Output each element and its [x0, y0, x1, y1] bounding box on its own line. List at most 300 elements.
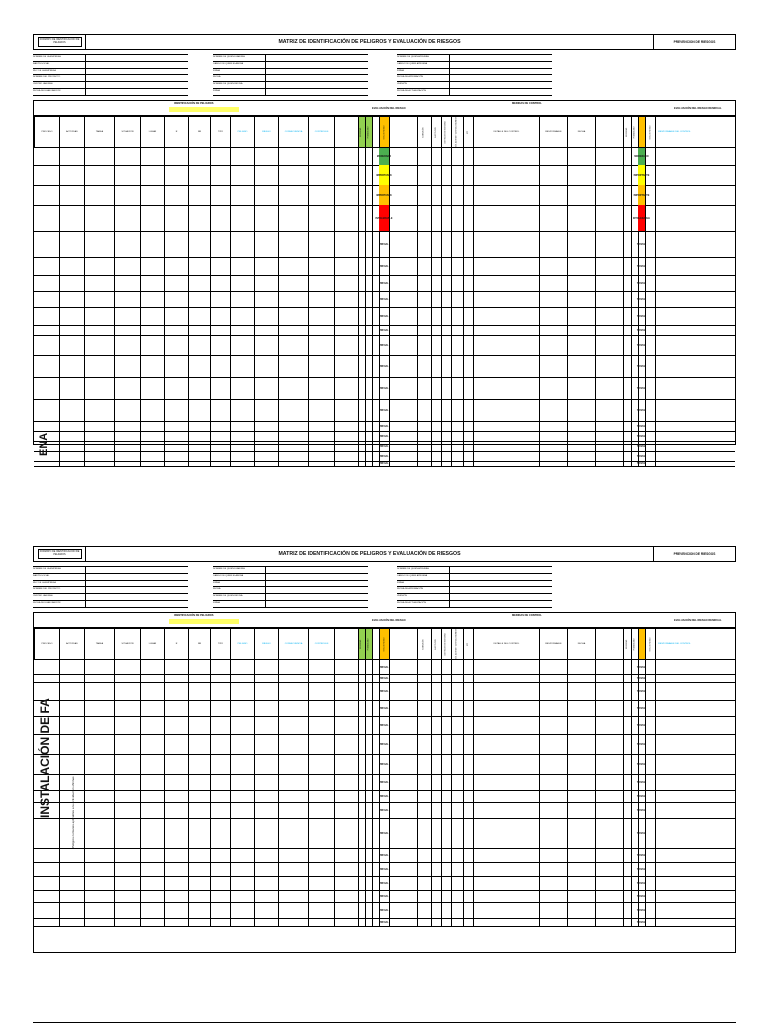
cell-divider [417, 461, 418, 466]
cell-divider [417, 165, 418, 185]
group-medidas: MEDIDAS DE CONTROL [512, 614, 542, 617]
column-header [230, 629, 254, 659]
table-row [34, 335, 735, 356]
cell-divider [473, 335, 474, 355]
info-label: FECHA [213, 76, 221, 79]
cell-divider [358, 734, 359, 754]
cell-divider [164, 774, 165, 790]
cell-divider [431, 399, 432, 421]
cell-divider [308, 876, 309, 890]
cell-divider [358, 862, 359, 876]
cell-divider [451, 231, 452, 257]
cell-divider [473, 754, 474, 774]
cell-divider [114, 862, 115, 876]
table-row [34, 275, 735, 292]
info-label: RAZÓN SOCIAL [33, 62, 50, 65]
cell-divider [463, 461, 464, 466]
cell-divider [334, 431, 335, 441]
cell-divider [539, 231, 540, 257]
cell-divider [595, 451, 596, 461]
cell-divider [210, 307, 211, 325]
cell-divider [473, 802, 474, 818]
cell-divider [278, 399, 279, 421]
cell-divider [463, 325, 464, 335]
cell-divider [210, 377, 211, 399]
cell-divider [473, 451, 474, 461]
cell-divider [334, 802, 335, 818]
cell-divider [451, 918, 452, 926]
cell-divider [623, 802, 624, 818]
cell-divider [230, 431, 231, 441]
cell-divider [188, 890, 189, 902]
cell-divider [567, 451, 568, 461]
cell-divider [334, 818, 335, 848]
cell-divider [230, 848, 231, 862]
residual-level-cell: IMPORTANTE [638, 185, 644, 205]
cell-divider [210, 441, 211, 451]
cell-divider [473, 399, 474, 421]
cell-divider [623, 441, 624, 451]
cell-divider [539, 325, 540, 335]
cell-divider [595, 862, 596, 876]
cell-divider [59, 682, 60, 700]
cell-divider [278, 461, 279, 466]
cell-divider [334, 257, 335, 275]
cell-divider [451, 165, 452, 185]
column-header-label: CONTROLES [314, 643, 329, 645]
cell-divider [230, 399, 231, 421]
cell-divider [308, 848, 309, 862]
cell-divider [473, 377, 474, 399]
cell-divider [59, 377, 60, 399]
cell-divider [334, 165, 335, 185]
cell-divider [417, 431, 418, 441]
cell-divider [365, 754, 366, 774]
cell-divider [655, 377, 656, 399]
cell-divider [230, 165, 231, 185]
cell-divider [84, 660, 85, 674]
cell-divider [417, 660, 418, 674]
cell-divider [334, 335, 335, 355]
cell-divider [417, 716, 418, 734]
cell-divider [431, 257, 432, 275]
cell-divider [84, 700, 85, 716]
cell-divider [463, 674, 464, 682]
cell-divider [655, 399, 656, 421]
cell-divider [84, 335, 85, 355]
cell-divider [473, 257, 474, 275]
column-header [417, 629, 431, 659]
column-header-label: R [175, 643, 178, 645]
cell-divider [59, 291, 60, 307]
cell-divider [451, 716, 452, 734]
cell-divider [441, 325, 442, 335]
cell-divider [631, 848, 632, 862]
cell-divider [164, 421, 165, 431]
residual-level-cell: TRIVIAL [636, 742, 647, 746]
risk-level-cell: TRIVIAL [379, 894, 389, 898]
cell-divider [278, 205, 279, 231]
cell-divider [334, 716, 335, 734]
cell-divider [358, 674, 359, 682]
cell-divider [451, 307, 452, 325]
cell-divider [84, 734, 85, 754]
cell-divider [623, 876, 624, 890]
column-header-label: TIPO [217, 643, 224, 645]
cell-divider [567, 862, 568, 876]
cell-divider [389, 716, 390, 734]
cell-divider [358, 918, 359, 926]
cell-divider [59, 848, 60, 862]
cell-divider [463, 876, 464, 890]
cell-divider [114, 399, 115, 421]
cell-divider [389, 734, 390, 754]
cell-divider [623, 291, 624, 307]
cell-divider [431, 377, 432, 399]
column-header [278, 629, 308, 659]
cell-divider [365, 431, 366, 441]
cell-divider [473, 165, 474, 185]
cell-divider [473, 148, 474, 165]
cell-divider [358, 790, 359, 802]
cell-divider [372, 862, 373, 876]
cell-divider [358, 377, 359, 399]
table-row [34, 862, 735, 877]
cell-divider [278, 848, 279, 862]
cell-divider [431, 205, 432, 231]
cell-divider [431, 185, 432, 205]
cell-divider [372, 421, 373, 431]
cell-divider [278, 876, 279, 890]
cell-divider [567, 660, 568, 674]
cell-divider [334, 674, 335, 682]
residual-level-cell: TRIVIAL [636, 867, 647, 871]
cell-divider [365, 674, 366, 682]
cell-divider [210, 818, 211, 848]
cell-divider [631, 734, 632, 754]
cell-divider [655, 231, 656, 257]
cell-divider [230, 257, 231, 275]
cell-divider [254, 377, 255, 399]
risk-level-cell: TRIVIAL [379, 314, 389, 318]
cell-divider [372, 734, 373, 754]
cell-divider [59, 754, 60, 774]
column-header-label: TAREA [95, 131, 104, 133]
cell-divider [254, 754, 255, 774]
cell-divider [417, 818, 418, 848]
cell-divider [164, 790, 165, 802]
column-header [188, 629, 210, 659]
cell-divider [463, 377, 464, 399]
cell-divider [389, 674, 390, 682]
cell-divider [365, 802, 366, 818]
cell-divider [59, 451, 60, 461]
cell-divider [188, 918, 189, 926]
cell-divider [431, 660, 432, 674]
cell-divider [278, 790, 279, 802]
table-row [34, 774, 735, 791]
column-header [595, 629, 623, 659]
cell-divider [254, 918, 255, 926]
cell-divider [595, 660, 596, 674]
cell-divider [59, 734, 60, 754]
cell-divider [473, 876, 474, 890]
cell-divider [655, 802, 656, 818]
cell-divider [431, 307, 432, 325]
cell-divider [114, 774, 115, 790]
cell-divider [140, 818, 141, 848]
cell-divider [539, 674, 540, 682]
cell-divider [431, 291, 432, 307]
cell-divider [365, 399, 366, 421]
cell-divider [254, 890, 255, 902]
risk-level-cell: TRIVIAL [379, 281, 389, 285]
cell-divider [372, 890, 373, 902]
cell-divider [463, 682, 464, 700]
cell-divider [623, 674, 624, 682]
cell-divider [463, 902, 464, 918]
cell-divider [372, 307, 373, 325]
cell-divider [539, 876, 540, 890]
cell-divider [431, 802, 432, 818]
cell-divider [140, 682, 141, 700]
risk-level-cell: TRIVIAL [379, 444, 389, 448]
cell-divider [451, 205, 452, 231]
cell-divider [631, 307, 632, 325]
cell-divider [254, 818, 255, 848]
cell-divider [441, 185, 442, 205]
cell-divider [631, 451, 632, 461]
cell-divider [278, 441, 279, 451]
cell-divider [230, 754, 231, 774]
cell-divider [140, 431, 141, 441]
cell-divider [417, 421, 418, 431]
cell-divider [358, 660, 359, 674]
cell-divider [417, 774, 418, 790]
cell-divider [431, 451, 432, 461]
info-label: NOMBRE DE QUIEN ELABORA [213, 568, 245, 570]
cell-divider [254, 674, 255, 682]
column-header [59, 629, 84, 659]
cell-divider [431, 716, 432, 734]
cell-divider [278, 734, 279, 754]
cell-divider [372, 441, 373, 451]
table-row [34, 307, 735, 326]
cell-divider [595, 205, 596, 231]
cell-divider [230, 421, 231, 431]
info-label: FECHA DE APROBACIÓN [397, 76, 424, 79]
risk-level-cell: TRIVIAL [379, 454, 389, 458]
residual-level-cell: TRIVIAL [636, 386, 647, 390]
cell-divider [114, 325, 115, 335]
cell-divider [631, 325, 632, 335]
cell-divider [254, 421, 255, 431]
cell-divider [417, 185, 418, 205]
cell-divider [308, 421, 309, 431]
column-header-label: EPP [467, 642, 469, 646]
group-header-row [33, 100, 736, 116]
cell-divider [441, 461, 442, 466]
info-label: NOMBRE DE QUIEN REVISA [213, 595, 243, 598]
risk-level-cell: TRIVIAL [379, 831, 389, 835]
cell-divider [463, 862, 464, 876]
cell-divider [278, 335, 279, 355]
cell-divider [334, 774, 335, 790]
column-header [372, 629, 379, 659]
cell-divider [254, 802, 255, 818]
cell-divider [623, 700, 624, 716]
cell-divider [365, 918, 366, 926]
cell-divider [655, 716, 656, 734]
cell-divider [84, 355, 85, 377]
cell-divider [463, 700, 464, 716]
cell-divider [358, 421, 359, 431]
cell-divider [595, 734, 596, 754]
activity-vertical-label: Peligros comunes aplicables a la actividad en oficinas [71, 776, 75, 848]
column-header-label: SEVERIDAD [361, 639, 363, 649]
cell-divider [210, 399, 211, 421]
cell-divider [188, 848, 189, 862]
cell-divider [59, 399, 60, 421]
cell-divider [631, 431, 632, 441]
cell-divider [308, 231, 309, 257]
residual-level-cell: TRIVIAL [636, 454, 647, 458]
column-header [645, 117, 655, 147]
cell-divider [140, 148, 141, 165]
cell-divider [389, 682, 390, 700]
cell-divider [463, 848, 464, 862]
cell-divider [631, 674, 632, 682]
cell-divider [389, 790, 390, 802]
cell-divider [164, 291, 165, 307]
cell-divider [623, 716, 624, 734]
cell-divider [140, 377, 141, 399]
cell-divider [114, 431, 115, 441]
cell-divider [358, 876, 359, 890]
cell-divider [210, 716, 211, 734]
cell-divider [230, 682, 231, 700]
cell-divider [334, 355, 335, 377]
cell-divider [358, 399, 359, 421]
cell-divider [417, 682, 418, 700]
cell-divider [188, 461, 189, 466]
cell-divider [278, 257, 279, 275]
cell-divider [188, 307, 189, 325]
cell-divider [84, 918, 85, 926]
cell-divider [463, 716, 464, 734]
cell-divider [140, 790, 141, 802]
cell-divider [473, 325, 474, 335]
cell-divider [358, 185, 359, 205]
cell-divider [308, 716, 309, 734]
column-header [567, 629, 595, 659]
residual-level-cell: TRIVIAL [636, 794, 647, 798]
cell-divider [539, 421, 540, 431]
cell-divider [655, 890, 656, 902]
column-header-label: CONTROLES DE INGENIERÍA [446, 632, 448, 656]
cell-divider [164, 325, 165, 335]
column-header [254, 117, 278, 147]
cell-divider [230, 441, 231, 451]
cell-divider [59, 818, 60, 848]
cell-divider [595, 275, 596, 291]
cell-divider [451, 754, 452, 774]
info-block [33, 54, 736, 94]
cell-divider [441, 876, 442, 890]
column-header-label: PROBABILIDAD [368, 126, 370, 138]
cell-divider [114, 848, 115, 862]
cell-divider [210, 918, 211, 926]
column-header [379, 117, 389, 147]
cell-divider [631, 335, 632, 355]
cell-divider [114, 674, 115, 682]
cell-divider [164, 918, 165, 926]
cell-divider [210, 890, 211, 902]
cell-divider [164, 682, 165, 700]
cell-divider [631, 205, 632, 231]
cell-divider [334, 325, 335, 335]
cell-divider [308, 790, 309, 802]
cell-divider [210, 257, 211, 275]
cell-divider [254, 431, 255, 441]
cell-divider [623, 902, 624, 918]
column-header [638, 629, 645, 659]
info-block [33, 566, 736, 606]
cell-divider [372, 148, 373, 165]
cell-divider [365, 421, 366, 431]
info-label: RUC DE LA EMPRESA [33, 69, 56, 72]
cell-divider [451, 734, 452, 754]
cell-divider [389, 399, 390, 421]
cell-divider [188, 377, 189, 399]
cell-divider [210, 674, 211, 682]
cell-divider [473, 674, 474, 682]
cell-divider [631, 754, 632, 774]
cell-divider [334, 451, 335, 461]
cell-divider [655, 335, 656, 355]
cell-divider [539, 660, 540, 674]
column-header-label: RESPONSABLE DEL CONTROL [658, 131, 691, 133]
cell-divider [451, 890, 452, 902]
cell-divider [441, 275, 442, 291]
cell-divider [372, 682, 373, 700]
column-header-label: LUGAR [148, 643, 157, 645]
cell-divider [389, 377, 390, 399]
cell-divider [595, 461, 596, 466]
cell-divider [308, 291, 309, 307]
column-header-label: ACTIVIDAD [66, 131, 78, 133]
cell-divider [358, 848, 359, 862]
cell-divider [431, 754, 432, 774]
cell-divider [254, 774, 255, 790]
cell-divider [451, 848, 452, 862]
cell-divider [655, 774, 656, 790]
cell-divider [308, 148, 309, 165]
info-label: FIRMA [213, 581, 220, 584]
cell-divider [140, 421, 141, 431]
column-header [655, 117, 693, 147]
logo-box [33, 546, 86, 562]
cell-divider [365, 335, 366, 355]
cell-divider [473, 660, 474, 674]
cell-divider [164, 335, 165, 355]
cell-divider [417, 399, 418, 421]
cell-divider [567, 335, 568, 355]
column-header-label: PROBABILIDAD [368, 638, 370, 650]
cell-divider [230, 818, 231, 848]
cell-divider [308, 431, 309, 441]
cell-divider [655, 451, 656, 461]
